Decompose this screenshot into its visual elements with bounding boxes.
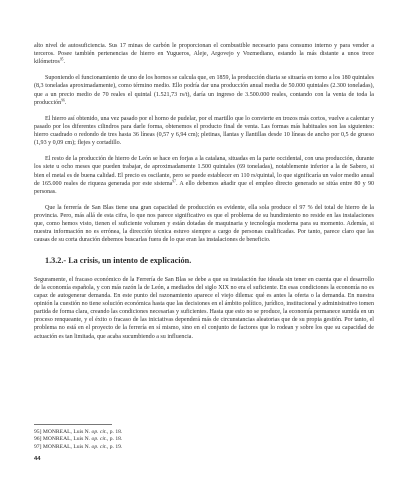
paragraph-1-end: . — [63, 59, 65, 66]
paragraph-4 — [34, 155, 374, 195]
footnote-divider — [34, 424, 112, 425]
footnote-number: 96] — [34, 436, 42, 443]
footnote-number: 95] — [34, 429, 42, 435]
body-text — [34, 42, 374, 349]
footnote-cite: op. cit. — [91, 436, 107, 443]
paragraph-3: El hierro así obtenido, una vez pasado por el horno de pudelar, por el martillo que lo convierte en trozos más cortos, vuelve a calentar y pasado por los diferentes cilindros para darle forma, obtenemos el producto final de venta. Las formas más habituales son las siguientes: hierro cuadrado o redondo de tres hasta 36 líneas (0,57 y 6,94 cm); pletinas, llantas y llantillas desde 10 líneas de ancho por 0,5 de grueso (1,93 y 0,09 cm); flejes y cortadillo. — [34, 115, 374, 147]
footnote-page: , p. 19. — [106, 443, 123, 450]
paragraph-2 — [34, 74, 374, 106]
paragraph-1 — [34, 42, 374, 66]
paragraph-6: Seguramente, el fracaso económico de la Ferrería de San Blas se debe a que su instalación fue ideada sin tener en cuenta que el desarrollo de la economía española, y con más razón la de León, a mediados del siglo XIX no era el suficiente. En esas condiciones la economía no es capaz de autogenerar demanda. En este punto del razonamiento aparece el viejo dilema: qué es antes la oferta o la demanda. En nuestra opinión la cuestión no tiene solución económica hasta que las decisiones en el ámbito político, jurídico, institucional y administrativo tomen partida de forma clara, creando las condiciones necesarias y suficientes. Hasta que esto no se produce, la economía permanece sumida en un proceso renqueante, y el éxito o fracaso de las iniciativas dependerá más de circunstancias aleatorias que de su propia gestión. Por tanto, el problema no está en el proyecto de la ferrería en sí mismo, sino en el conjunto de factores que lo rodean y sobre los que su capacidad de actuación es tan limitada, que acaba sucumbiendo a su influencia. — [34, 277, 374, 340]
footnote-author: MONREAL, Luis N. — [42, 436, 91, 443]
paragraph-1-text: alto nivel de autosuficiencia. Sus 17 minas de carbón le proporcionan el combustible necesario para consumo interno y para vender a terceros. Posee también pertenencias de hierro en Yugueros, Aleje, Argovejo y Vozmediano, estando la más distante a unos trece kilómetros — [34, 43, 374, 66]
footnote-cite: op. cit. — [91, 429, 107, 435]
footnote-97 — [34, 444, 374, 451]
footnote-96 — [34, 436, 374, 443]
footnote-ref-96[interactable]: 96 — [61, 97, 65, 102]
paragraph-2-text: Suponiendo el funcionamiento de uno de los hornos se calcula que, en 1859, la producción diaria se situaría en torno a los 180 quintales (8,3 toneladas aproximadamente), como término medio. Ello podría dar una producción anual media de 50.000 quintales (2.300 toneladas), que a un precio medio de 70 reales el quintal (1.521,73 rs/t), daría un ingreso de 3.500.000 reales, contando con la venta de toda la producción — [34, 75, 374, 106]
footnote-author: MONREAL, Luis N. — [42, 443, 91, 450]
paragraph-2-end: . — [64, 99, 67, 106]
footnote-page: , p. 18. — [106, 436, 123, 443]
section-heading: 1.3.2.- La crisis, un intento de explicación. — [45, 256, 192, 266]
footnote-cite: op. cit. — [91, 443, 107, 450]
footnote-author: MONREAL, Luis N. — [42, 429, 91, 435]
footnotes — [34, 424, 374, 451]
footnote-number: 97] — [34, 443, 42, 450]
paragraph-4-text: El resto de la producción de hierro de León se hace en forjas a la catalana, situadas en la parte occidental, con una producción, durante los siete u ocho meses que pueden trabajar, de aproximadamente 1.500 quintales (69 toneladas), notablemente inferior a la de Sabero, si bien el metal es de buena calidad. El precio es oscilante, pero se puede establecer en 110 rs/quintal, lo que significaría un valor medio anual de 165.000 reales de riqueza generada por este sistema — [34, 156, 374, 187]
paragraph-4-end: . A ello debemos añadir que el empleo directo generado se sitúa entre 80 y 90 personas. — [34, 180, 374, 195]
footnote-ref-97[interactable]: 97 — [172, 178, 176, 183]
page-number: 44 — [34, 456, 41, 462]
footnote-95 — [34, 429, 374, 436]
paragraph-5: Que la ferrería de San Blas tiene una gran capacidad de producción es evidente, ella sola produce el 97 % del total de hierro de la provincia. Pero, más allá de esta cifra, lo que nos parece significativo es que el problema de su hundimiento no reside en las instalaciones que, como hemos visto, tienen el suficiente volumen y están dotadas de maquinaria y tecnología moderna para su momento. Además, si nuestra información no es errónea, la dirección técnica estuvo siempre a cargo de personas cualificadas. Por tanto, parece claro que las causas de su corta duración debemos buscarlas fuera de lo que eran las instalaciones de beneficio. — [34, 204, 374, 244]
footnote-ref-95[interactable]: 95 — [59, 57, 64, 62]
footnote-page: , p. 18. — [106, 429, 123, 435]
